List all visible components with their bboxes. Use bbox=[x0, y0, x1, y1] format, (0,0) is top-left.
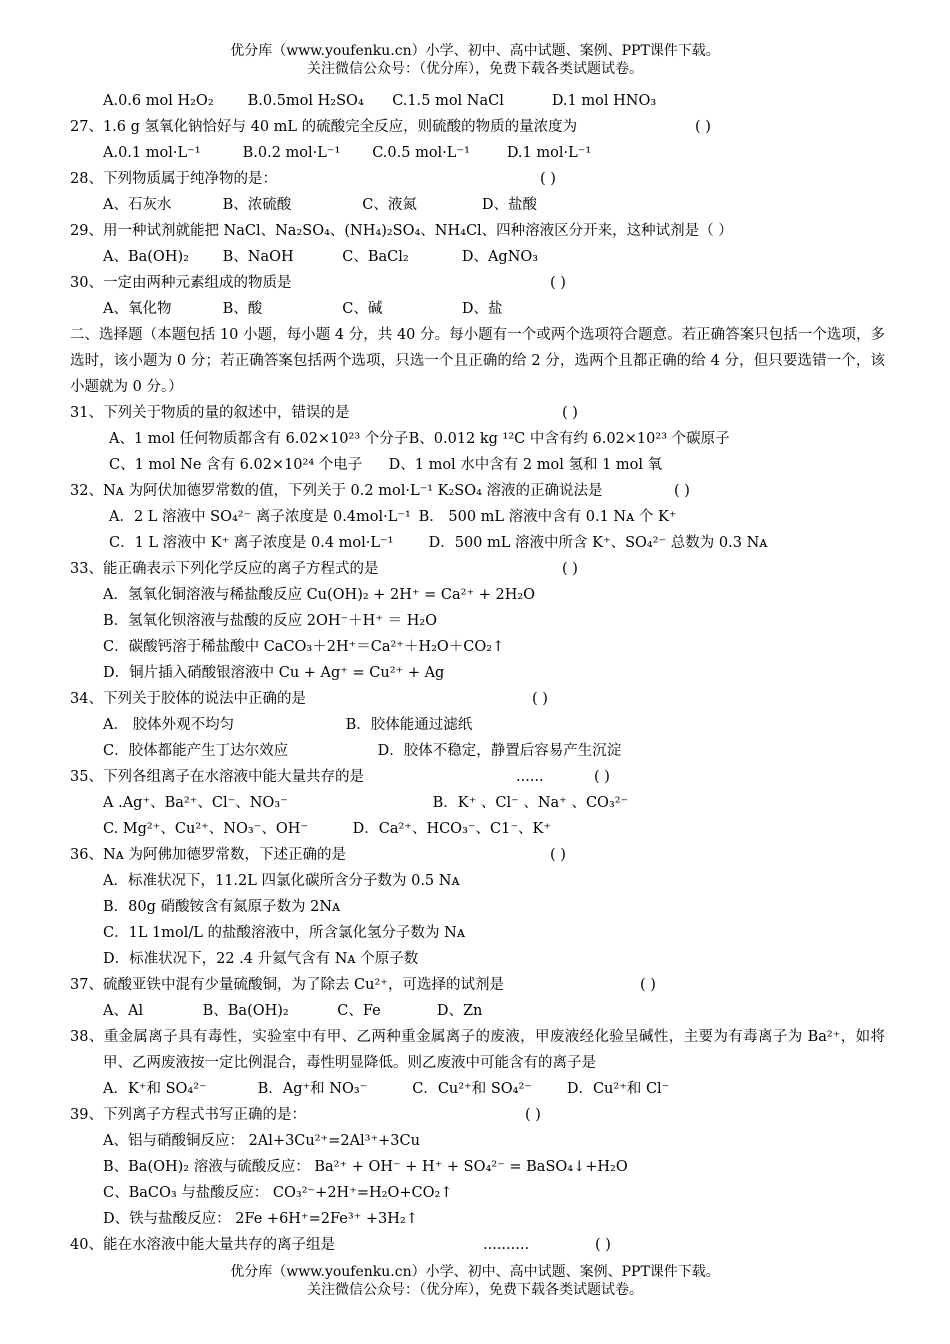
q28-option-a: A、石灰水 bbox=[103, 197, 172, 213]
q35-stem: 35、下列各组离子在水溶液中能大量共存的是 bbox=[70, 769, 364, 785]
q36-option-d-line bbox=[70, 946, 885, 972]
q40-stem: 40、能在水溶液中能大量共存的离子组是 bbox=[70, 1237, 335, 1253]
section-2-instructions: 二、选择题（本题包括 10 小题，每小题 4 分，共 40 分。每小题有一个或两个选项符合题意。若正确答案只包括一个选项，多选时，该小题为 0 分；若正确答案包括两个选项，只选一个且正确的给 2 分，选两个且都正确的给 4 分，但只要选错一个，该小题就为 0 分。） bbox=[70, 327, 885, 395]
q40-stem-line bbox=[70, 1232, 885, 1258]
header-line-2: 关注微信公众号：（优分库），免费下载各类试题试卷。 bbox=[307, 61, 643, 77]
q32-stem-line bbox=[70, 478, 885, 504]
q39-option-b-line bbox=[70, 1154, 885, 1180]
q38-option-c: C．Cu²⁺和 SO₄²⁻ bbox=[412, 1081, 532, 1097]
q33-option-d-line bbox=[70, 660, 885, 686]
q29-option-d: D、AgNO₃ bbox=[461, 249, 539, 265]
q36-option-c-line bbox=[70, 920, 885, 946]
q30-answer-blank: ( ) bbox=[550, 275, 566, 291]
footer-line-2: 关注微信公众号：（优分库），免费下载各类试题试卷。 bbox=[307, 1282, 643, 1298]
q28-options bbox=[70, 192, 885, 218]
q35-option-b: B．K⁺ 、Cl⁻ 、Na⁺ 、CO₃²⁻ bbox=[432, 795, 629, 811]
q27-option-b: B.0.2 mol·L⁻¹ bbox=[242, 145, 341, 161]
q39-option-d-line bbox=[70, 1206, 885, 1232]
page-header bbox=[0, 42, 950, 78]
q36-stem-line bbox=[70, 842, 885, 868]
q38-option-d: D．Cu²⁺和 Cl⁻ bbox=[566, 1081, 670, 1097]
q39-option-c: C、BaCO₃ 与盐酸反应： CO₃²⁻+2H⁺=H₂O+CO₂↑ bbox=[103, 1185, 453, 1201]
q33-option-a-line bbox=[70, 582, 885, 608]
q30-options bbox=[70, 296, 885, 322]
q34-answer-blank: ( ) bbox=[532, 691, 548, 707]
q32-option-c: C．1 L 溶液中 K⁺ 离子浓度是 0.4 mol·L⁻¹ bbox=[109, 535, 394, 551]
q35-stem-line bbox=[70, 764, 885, 790]
q34-option-b: B．胶体能通过滤纸 bbox=[345, 717, 473, 733]
q39-stem: 39、下列离子方程式书写正确的是： bbox=[70, 1107, 306, 1123]
q26-options bbox=[70, 88, 885, 114]
q31-option-c: C、1 mol Ne 含有 6.02×10²⁴ 个电子 bbox=[109, 457, 363, 473]
q28-option-b: B、浓硫酸 bbox=[222, 197, 292, 213]
q31-option-d: D、1 mol 水中含有 2 mol 氢和 1 mol 氧 bbox=[388, 457, 663, 473]
q39-answer-blank: ( ) bbox=[525, 1107, 541, 1123]
q33-stem: 33、能正确表示下列化学反应的离子方程式的是 bbox=[70, 561, 379, 577]
q35-option-a: A .Ag⁺、Ba²⁺、Cl⁻、NO₃⁻ bbox=[103, 795, 288, 811]
q27-option-c: C.0.5 mol·L⁻¹ bbox=[372, 145, 470, 161]
q26-option-a: A.0.6 mol H₂O₂ bbox=[103, 93, 214, 109]
q32-option-a: A．2 L 溶液中 SO₄²⁻ 离子浓度是 0.4mol·L⁻¹ bbox=[109, 509, 411, 525]
q35-options-ab bbox=[70, 790, 885, 816]
q39-option-b: B、Ba(OH)₂ 溶液与硫酸反应： Ba²⁺ + OH⁻ + H⁺ + SO₄²⁻ = BaSO₄↓+H₂O bbox=[103, 1159, 628, 1175]
q31-answer-blank: ( ) bbox=[562, 405, 578, 421]
q37-option-b: B、Ba(OH)₂ bbox=[202, 1003, 289, 1019]
q36-option-d: D．标准状况下，22 .4 升氦气含有 Nᴀ 个原子数 bbox=[103, 951, 419, 967]
q29-option-a: A、Ba(OH)₂ bbox=[103, 249, 189, 265]
q27-option-d: D.1 mol·L⁻¹ bbox=[506, 145, 592, 161]
q29-option-c: C、BaCl₂ bbox=[342, 249, 409, 265]
q38-stem: 38、重金属离子具有毒性，实验室中有甲、乙两种重金属离子的废液，甲废液经化验呈碱性，主要为有毒离子为 Ba²⁺，如将甲、乙两废液按一定比例混合，毒性明显降低。则乙废液中可能含有的离子是 bbox=[70, 1029, 885, 1071]
q34-stem: 34、下列关于胶体的说法中正确的是 bbox=[70, 691, 306, 707]
q39-option-a: A、铝与硝酸铜反应： 2Al+3Cu²⁺=2Al³⁺+3Cu bbox=[103, 1133, 420, 1149]
q36-option-c: C．1L 1mol/L 的盐酸溶液中，所含氯化氢分子数为 Nᴀ bbox=[103, 925, 466, 941]
q35-option-d: D．Ca²⁺、HCO₃⁻、C1⁻、K⁺ bbox=[352, 821, 551, 837]
q29-stem: 29、用一种试剂就能把 NaCl、Na₂SO₄、(NH₄)₂SO₄、NH₄Cl、四种溶液区分开来，这种试剂是（ ） bbox=[70, 223, 733, 239]
q33-option-b-line bbox=[70, 608, 885, 634]
q37-option-a: A、Al bbox=[103, 1003, 144, 1019]
q36-option-b-line bbox=[70, 894, 885, 920]
q34-option-c: C．胶体都能产生丁达尔效应 bbox=[103, 743, 289, 759]
q39-option-a-line bbox=[70, 1128, 885, 1154]
q31-options-cd bbox=[70, 452, 885, 478]
q35-dots: ...... bbox=[516, 769, 544, 785]
q34-stem-line bbox=[70, 686, 885, 712]
q31-options-ab bbox=[70, 426, 885, 452]
q30-option-b: B、酸 bbox=[222, 301, 263, 317]
q26-option-c: C.1.5 mol NaCl bbox=[392, 93, 504, 109]
q33-option-d: D．铜片插入硝酸银溶液中 Cu + Ag⁺ = Cu²⁺ + Ag bbox=[103, 665, 445, 681]
q28-option-c: C、液氮 bbox=[362, 197, 417, 213]
q39-option-c-line bbox=[70, 1180, 885, 1206]
q35-options-cd bbox=[70, 816, 885, 842]
q28-stem-line bbox=[70, 166, 885, 192]
q31-stem: 31、下列关于物质的量的叙述中，错误的是 bbox=[70, 405, 350, 421]
q28-option-d: D、盐酸 bbox=[481, 197, 537, 213]
q33-answer-blank: ( ) bbox=[562, 561, 578, 577]
page-footer bbox=[0, 1263, 950, 1299]
q33-stem-line bbox=[70, 556, 885, 582]
q27-answer-blank: ( ) bbox=[695, 119, 711, 135]
q33-option-c-line bbox=[70, 634, 885, 660]
q36-option-a: A．标准状况下，11.2L 四氯化碳所含分子数为 0.5 Nᴀ bbox=[103, 873, 460, 889]
q30-option-c: C、碱 bbox=[342, 301, 383, 317]
q26-option-b: B.0.5mol H₂SO₄ bbox=[247, 93, 364, 109]
q28-stem: 28、下列物质属于纯净物的是： bbox=[70, 171, 277, 187]
q32-option-d: D．500 mL 溶液中所含 K⁺、SO₄²⁻ 总数为 0.3 Nᴀ bbox=[428, 535, 768, 551]
q33-option-c: C．碳酸钙溶于稀盐酸中 CaCO₃＋2H⁺＝Ca²⁺＋H₂O＋CO₂↑ bbox=[103, 639, 505, 655]
q27-option-a: A.0.1 mol·L⁻¹ bbox=[103, 145, 201, 161]
q36-answer-blank: ( ) bbox=[550, 847, 566, 863]
q38-option-a: A．K⁺和 SO₄²⁻ bbox=[103, 1081, 207, 1097]
q34-option-a: A． 胶体外观不均匀 bbox=[103, 717, 235, 733]
q26-option-d: D.1 mol HNO₃ bbox=[551, 93, 657, 109]
q39-stem-line bbox=[70, 1102, 885, 1128]
q30-option-a: A、氧化物 bbox=[103, 301, 172, 317]
q34-option-d: D．胶体不稳定，静置后容易产生沉淀 bbox=[377, 743, 622, 759]
header-line-1: 优分库（www.youfenku.cn）小学、初中、高中试题、案例、PPT课件下载。 bbox=[230, 43, 720, 59]
q36-option-b: B．80g 硝酸铵含有氮原子数为 2Nᴀ bbox=[103, 899, 341, 915]
q31-option-b: B、0.012 kg ¹²C 中含有约 6.02×10²³ 个碳原子 bbox=[408, 431, 730, 447]
q37-stem-line bbox=[70, 972, 885, 998]
q30-stem: 30、一定由两种元素组成的物质是 bbox=[70, 275, 292, 291]
q35-option-c: C. Mg²⁺、Cu²⁺、NO₃⁻、OH⁻ bbox=[103, 821, 309, 837]
q37-option-c: C、Fe bbox=[337, 1003, 381, 1019]
q40-answer-blank: ( ) bbox=[595, 1237, 611, 1253]
q37-answer-blank: ( ) bbox=[640, 977, 656, 993]
q28-answer-blank: ( ) bbox=[540, 171, 556, 187]
exam-content bbox=[70, 88, 885, 1258]
q35-answer-blank: ( ) bbox=[594, 769, 610, 785]
q32-options-ab bbox=[70, 504, 885, 530]
q32-options-cd bbox=[70, 530, 885, 556]
q30-option-d: D、盐 bbox=[461, 301, 503, 317]
q27-options bbox=[70, 140, 885, 166]
q32-stem: 32、Nᴀ 为阿伏加德罗常数的值，下列关于 0.2 mol·L⁻¹ K₂SO₄ 溶液的正确说法是 bbox=[70, 483, 603, 499]
q31-stem-line bbox=[70, 400, 885, 426]
q37-option-d: D、Zn bbox=[436, 1003, 483, 1019]
q29-stem-line bbox=[70, 218, 885, 244]
q27-stem-line bbox=[70, 114, 885, 140]
q32-answer-blank: ( ) bbox=[674, 483, 690, 499]
q32-option-b: B． 500 mL 溶液中含有 0.1 Nᴀ 个 K⁺ bbox=[418, 509, 677, 525]
q34-options-cd bbox=[70, 738, 885, 764]
q40-dots: .......... bbox=[483, 1237, 530, 1253]
q37-stem: 37、硫酸亚铁中混有少量硫酸铜，为了除去 Cu²⁺，可选择的试剂是 bbox=[70, 977, 504, 993]
q39-option-d: D、铁与盐酸反应： 2Fe +6H⁺=2Fe³⁺ +3H₂↑ bbox=[103, 1211, 418, 1227]
q27-stem: 27、1.6 g 氢氧化钠恰好与 40 mL 的硫酸完全反应，则硫酸的物质的量浓度为 bbox=[70, 119, 578, 135]
footer-line-1: 优分库（www.youfenku.cn）小学、初中、高中试题、案例、PPT课件下载。 bbox=[230, 1264, 720, 1280]
q36-option-a-line bbox=[70, 868, 885, 894]
q38-options bbox=[70, 1076, 885, 1102]
q30-stem-line bbox=[70, 270, 885, 296]
q37-options bbox=[70, 998, 885, 1024]
q34-options-ab bbox=[70, 712, 885, 738]
q31-option-a: A、1 mol 任何物质都含有 6.02×10²³ 个分子 bbox=[109, 431, 409, 447]
q38-option-b: B．Ag⁺和 NO₃⁻ bbox=[257, 1081, 368, 1097]
q36-stem: 36、Nᴀ 为阿佛加德罗常数，下述正确的是 bbox=[70, 847, 346, 863]
q33-option-b: B．氢氧化钡溶液与盐酸的反应 2OH⁻＋H⁺ ＝ H₂O bbox=[103, 613, 438, 629]
q33-option-a: A．氢氧化铜溶液与稀盐酸反应 Cu(OH)₂ + 2H⁺ = Ca²⁺ + 2H₂O bbox=[103, 587, 536, 603]
q29-option-b: B、NaOH bbox=[222, 249, 294, 265]
q29-options bbox=[70, 244, 885, 270]
